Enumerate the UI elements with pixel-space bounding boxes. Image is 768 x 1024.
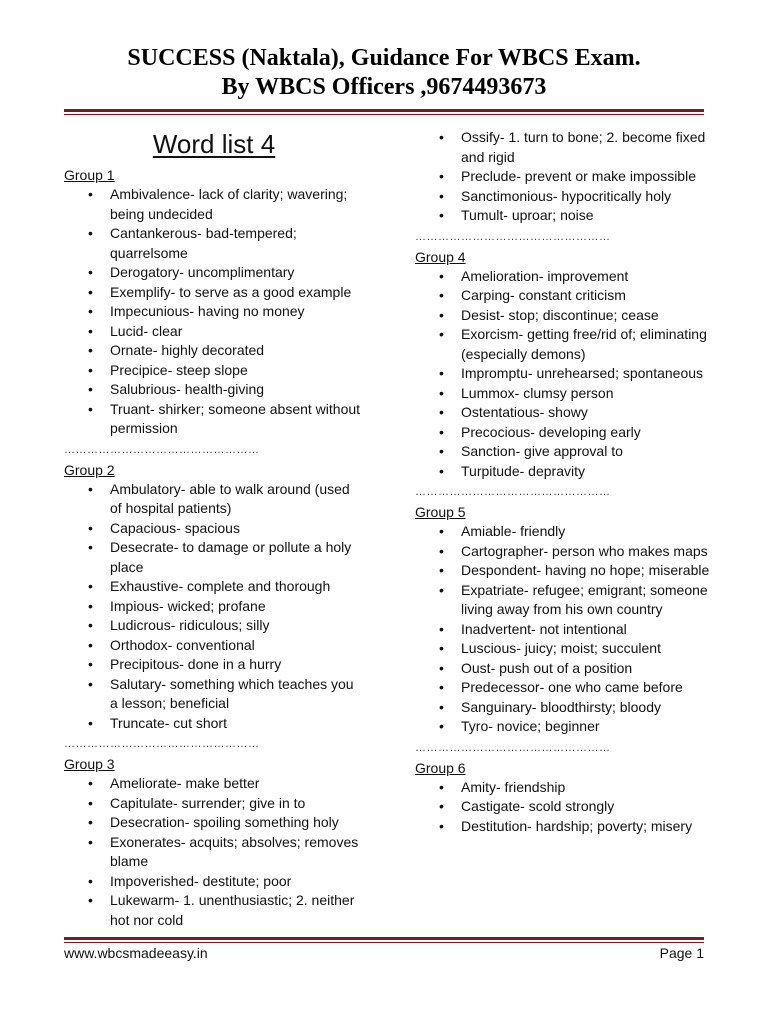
word-item: • Tumult- uproar; noise [415,206,725,226]
word-item: • Cantankerous- bad-tempered; quarrelsome [64,224,364,263]
page-number: Page 1 [659,945,704,961]
page-footer [64,945,704,961]
word-list [64,185,364,439]
header-line-2: By WBCS Officers ,9674493673 [221,74,547,100]
header-line-1: SUCCESS (Naktala), Guidance For WBCS Exam. [127,45,641,71]
document-header [0,44,768,102]
word-list [415,267,725,482]
group-heading: Group 1 [64,167,115,183]
word-item: • Sanctimonious- hypocritically holy [415,187,725,207]
word-item: • Carping- constant criticism [415,286,725,306]
word-item: • Castigate- scold strongly [415,797,725,817]
word-item: • Precocious- developing early [415,423,725,443]
word-item: • Despondent- having no hope; miserable [415,561,725,581]
word-item: • Impromptu- unrehearsed; spontaneous [415,364,725,384]
word-list [415,778,725,837]
word-item: • Sanguinary- bloodthirsty; bloody [415,698,725,718]
word-item: • Lummox- clumsy person [415,384,725,404]
word-item: • Derogatory- uncomplimentary [64,263,364,283]
separator: …………………………………………… [415,230,611,243]
word-item: • Exhaustive- complete and thorough [64,577,364,597]
word-item: • Exorcism- getting free/rid of; eliminating (especially demons) [415,325,725,364]
word-item: • Turpitude- depravity [415,462,725,482]
word-item: • Predecessor- one who came before [415,678,725,698]
word-item: • Luscious- juicy; moist; succulent [415,639,725,659]
word-item: • Capitulate- surrender; give in to [64,794,364,814]
word-item: • Ambivalence- lack of clarity; wavering; being undecided [64,185,364,224]
word-item: • Inadvertent- not intentional [415,620,725,640]
right-groups [415,230,725,837]
word-item: • Sanction- give approval to [415,442,725,462]
word-item: • Ameliorate- make better [64,774,364,794]
word-item: • Ostentatious- showy [415,403,725,423]
separator: …………………………………………… [415,486,611,498]
word-item: • Amiable- friendly [415,522,725,542]
left-groups [64,166,364,930]
footer-divider [64,937,704,943]
word-item: • Tyro- novice; beginner [415,717,725,737]
header-divider [64,109,704,115]
word-item: • Precipitous- done in a hurry [64,655,364,675]
word-item: • Desecrate- to damage or pollute a holy place [64,538,364,577]
word-item: • Salubrious- health-giving [64,380,364,400]
group-heading: Group 2 [64,461,115,478]
word-item: • Impecunious- having no money [64,302,364,322]
word-item: • Ornate- highly decorated [64,341,364,361]
separator: …………………………………………… [64,443,260,456]
word-list [64,480,364,734]
word-item: • Oust- push out of a position [415,659,725,679]
word-item: • Expatriate- refugee; emigrant; someone living away from his own country [415,581,725,620]
word-item: • Impious- wicked; profane [64,597,364,617]
page-title: Word list 4 [152,129,276,159]
continued-list [415,128,725,226]
word-item: • Orthodox- conventional [64,636,364,656]
word-item: • Ambulatory- able to walk around (used of hospital patients) [64,480,364,519]
word-item: • Amelioration- improvement [415,267,725,287]
left-column [64,126,364,930]
word-item: • Truncate- cut short [64,714,364,734]
word-item: • Exonerates- acquits; absolves; removes blame [64,833,364,872]
word-item: • Desist- stop; discontinue; cease [415,306,725,326]
footer-website[interactable]: www.wbcsmadeeasy.in [64,945,208,961]
word-item: • Ossify- 1. turn to bone; 2. become fixed and rigid [415,128,725,167]
group-heading: Group 6 [415,759,466,776]
word-item: • Exemplify- to serve as a good example [64,283,364,303]
group-heading: Group 4 [415,248,466,265]
word-item: • Precipice- steep slope [64,361,364,381]
word-item: • Truant- shirker; someone absent without permission [64,400,364,439]
group-heading: Group 3 [64,756,115,772]
word-item: • Amity- friendship [415,778,725,798]
word-item: • Desecration- spoiling something holy [64,813,364,833]
separator: …………………………………………… [64,738,260,750]
separator: …………………………………………… [415,741,611,754]
word-item: • Ludicrous- ridiculous; silly [64,616,364,636]
right-column [415,128,725,836]
word-item: • Impoverished- destitute; poor [64,872,364,892]
word-item: • Salutary- something which teaches you a lesson; beneficial [64,675,364,714]
group-heading: Group 5 [415,504,466,520]
word-item: • Preclude- prevent or make impossible [415,167,725,187]
word-item: • Capacious- spacious [64,519,364,539]
word-item: • Lukewarm- 1. unenthusiastic; 2. neither hot nor cold [64,891,364,930]
word-item: • Cartographer- person who makes maps [415,542,725,562]
word-list [415,522,725,737]
word-list [64,774,364,930]
word-item: • Destitution- hardship; poverty; misery [415,817,725,837]
word-item: • Lucid- clear [64,322,364,342]
